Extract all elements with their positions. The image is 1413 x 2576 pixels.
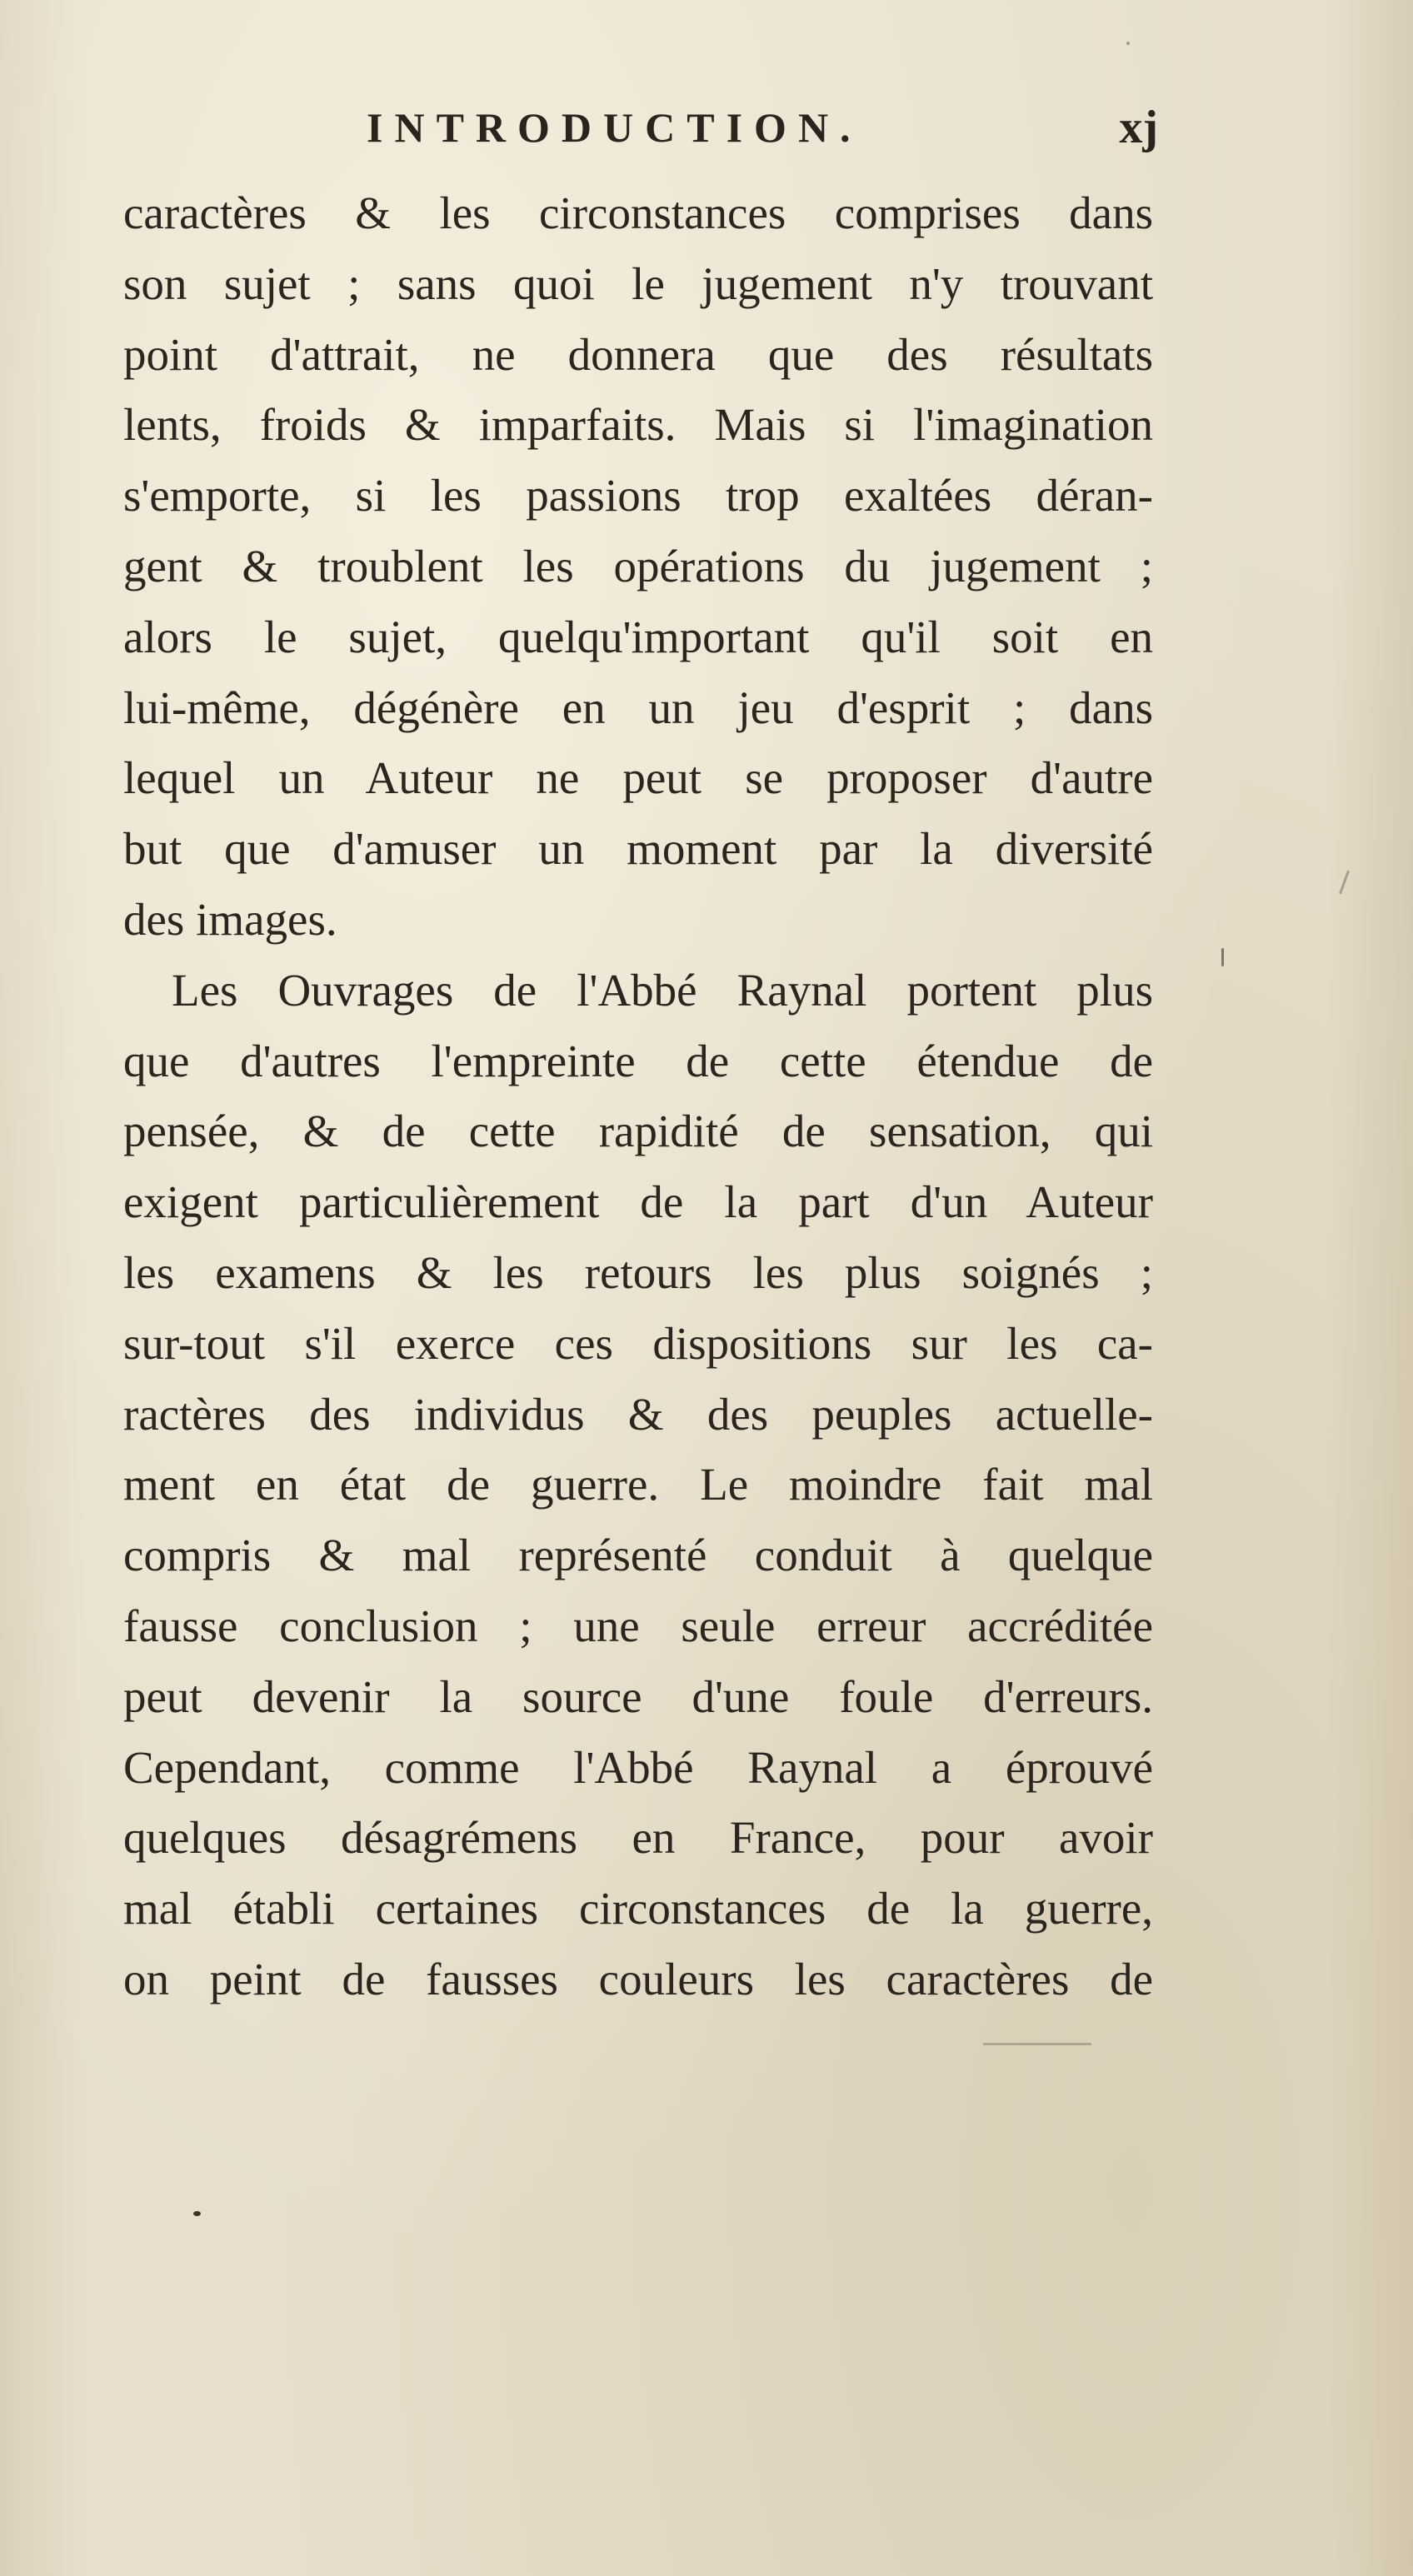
text-line: caractères & les circonstances comprises dans <box>123 187 1153 238</box>
text-line: point d'attrait, ne donnera que des résultats <box>123 328 1153 380</box>
paper-speck <box>1126 42 1130 45</box>
running-head <box>367 98 1158 165</box>
text-line: but que d'amuser un moment par la diversité <box>123 823 1153 875</box>
running-title: INTRODUCTION. <box>367 104 862 151</box>
text-line: lequel un Auteur ne peut se proposer d'autre <box>123 752 1153 804</box>
text-line: des images. <box>123 893 337 945</box>
printer-rule <box>983 2043 1091 2045</box>
text-line: sur-tout s'il exerce ces dispositions sur les ca- <box>123 1317 1153 1369</box>
text-line: exigent particulièrement de la part d'un Auteur <box>123 1176 1153 1228</box>
paper-speck <box>1339 870 1350 894</box>
text-line: son sujet ; sans quoi le jugement n'y trouvant <box>123 257 1153 309</box>
text-line: peut devenir la source d'une foule d'erreurs. <box>123 1670 1153 1722</box>
text-line: gent & troublent les opérations du jugement ; <box>123 540 1153 592</box>
text-line: fausse conclusion ; une seule erreur accréditée <box>123 1600 1153 1651</box>
text-line: ment en état de guerre. Le moindre fait mal <box>123 1459 1153 1510</box>
text-line: lents, froids & imparfaits. Mais si l'imagination <box>123 399 1153 451</box>
text-line: s'emporte, si les passions trop exaltées déran- <box>123 470 1153 522</box>
text-line: Cependant, comme l'Abbé Raynal a éprouvé <box>123 1741 1153 1793</box>
text-line: que d'autres l'empreinte de cette étendue de <box>123 1035 1153 1086</box>
text-line: mal établi certaines circonstances de la guerre, <box>123 1883 1153 1934</box>
page-number: xj <box>1119 102 1158 153</box>
text-line: Les Ouvrages de l'Abbé Raynal portent plus <box>172 964 1153 1016</box>
text-line: lui-même, dégénère en un jeu d'esprit ; dans <box>123 681 1153 733</box>
text-line: ractères des individus & des peuples actuelle- <box>123 1388 1153 1440</box>
paper-speck <box>1221 948 1224 966</box>
text-line: quelques désagrémens en France, pour avoir <box>123 1812 1153 1864</box>
text-line: on peint de fausses couleurs les caractères de <box>123 1953 1153 2004</box>
text-line: compris & mal représenté conduit à quelque <box>123 1530 1153 1581</box>
paper-speck <box>193 2211 201 2216</box>
text-line: les examens & les retours les plus soignés ; <box>123 1246 1153 1298</box>
text-line: alors le sujet, quelqu'important qu'il soit en <box>123 611 1153 662</box>
text-line: pensée, & de cette rapidité de sensation, qui <box>123 1106 1153 1157</box>
text-block <box>123 178 1153 2015</box>
